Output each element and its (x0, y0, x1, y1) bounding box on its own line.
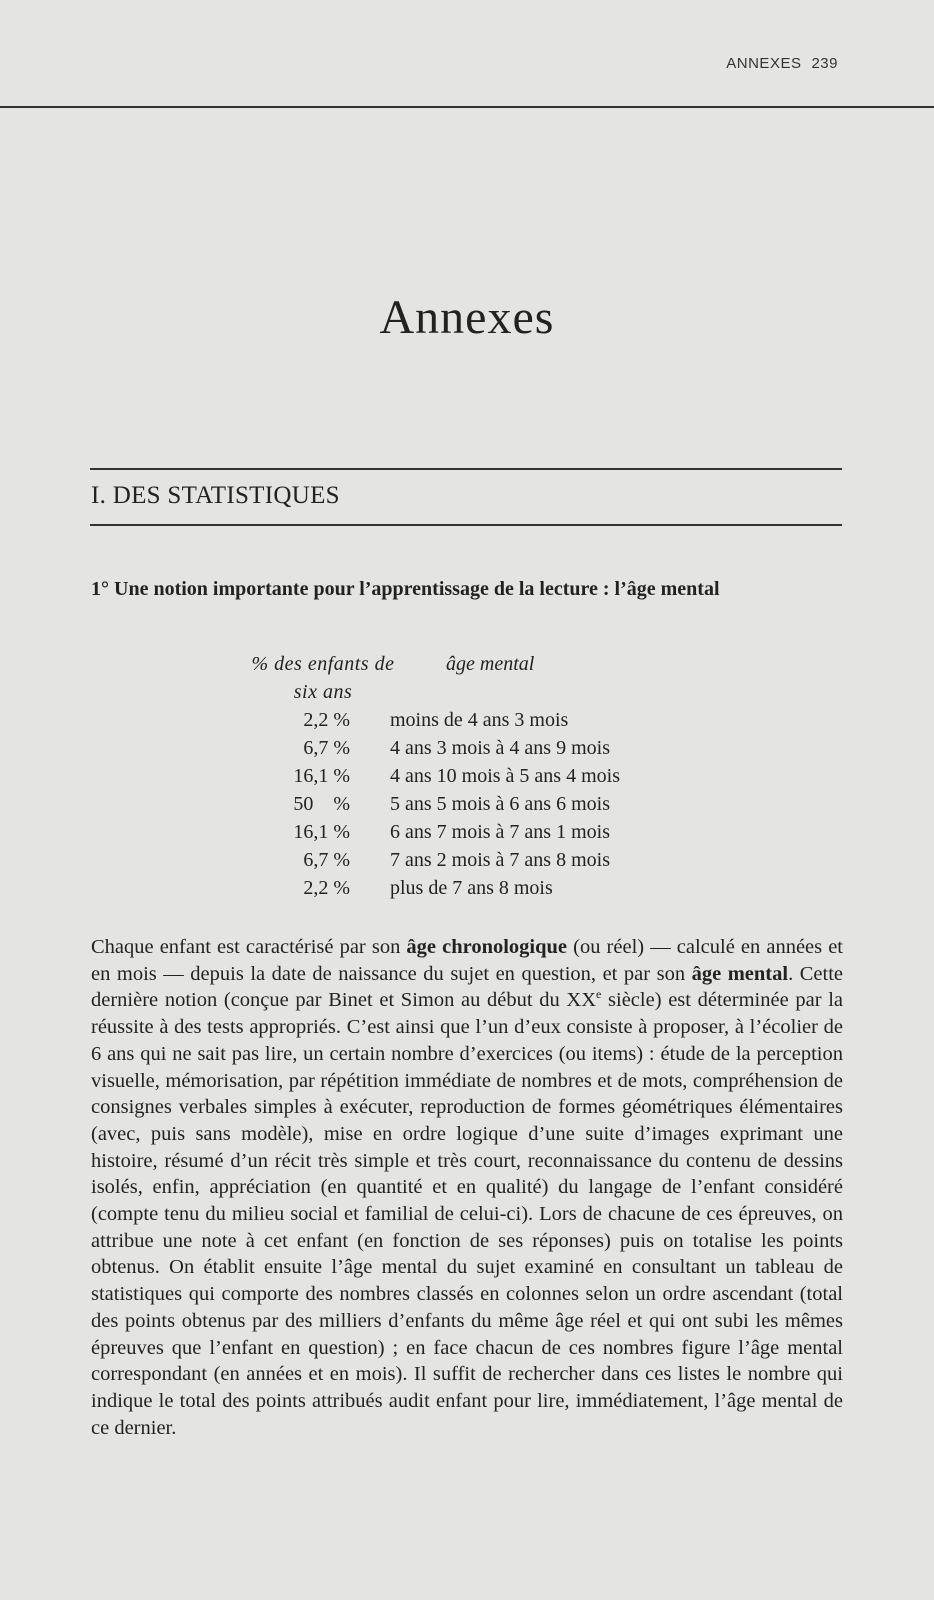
age-cell: 6 ans 7 mois à 7 ans 1 mois (390, 821, 610, 843)
table-row (210, 734, 710, 762)
percent-column-header: % des enfants de six ans (251, 653, 395, 703)
percent-cell: 6,7 % (303, 737, 350, 759)
text-run: siècle) est déterminée par la réussite à des tests appropriés. C’est ainsi que l’un d’eux consiste à proposer, à l’écolier de 6 ans qui ne sait pas lire, un certain nombre d’exercices (ou items) : étude de la perception visuelle, mémorisation, par répétition immédiate de nombres et de mots, compréhension de consignes verbales simples à exécuter, reproduction de formes géométriques élémentaires (avec, puis sans modèle), mise en ordre logique d’une suite d’images exprimant une histoire, résumé d’un récit très simple et très court, reconnaissance du contenu de dessins isolés, enfin, appréciation (en quantité et en qualité) du langage de l’enfant considéré (compte tenu du milieu social et familial de celui-ci). Lors de chacune de ces épreuves, on attribue une note à cet enfant (en fonction de ses réponses) puis on totalise les points obtenus. On établit ensuite l’âge mental du sujet examiné en consultant un tableau de statistiques qui comporte des nombres classés en colonnes selon un ordre ascendant (total des points obtenus par des milliers d’enfants du même âge réel et qui ont subi les mêmes épreuves que l’enfant en question) ; en face chacun de ces nombres figure l’âge mental correspondant (en années et en mois). Il suffit de rechercher dans ces listes le nombre qui indique le total des points attribués audit enfant pour lire, immédiatement, l’âge mental de ce dernier. (91, 989, 843, 1439)
header-rule (0, 106, 934, 108)
text-run: (ou réel) — calculé en années et en mois — depuis la date de naissance du sujet en question, et par son (91, 936, 843, 985)
section-rule-bottom (90, 524, 842, 526)
percent-cell: 50 % (293, 793, 350, 815)
century-superscript: e (596, 987, 602, 1002)
table-row (210, 706, 710, 734)
table-header-row (210, 650, 710, 706)
table-row (210, 762, 710, 790)
century-numeral: XX (566, 989, 597, 1012)
text-run: . Cette dernière notion (conçue par Binet et Simon au début du (91, 962, 844, 1012)
age-cell: 4 ans 3 mois à 4 ans 9 mois (390, 737, 610, 759)
percent-cell: 16,1 % (293, 821, 350, 843)
bold-term-chronological-age: âge chronologique (406, 936, 568, 958)
table-row (210, 874, 710, 902)
age-cell: 5 ans 5 mois à 6 ans 6 mois (390, 793, 610, 815)
running-head (726, 55, 838, 72)
page-title: Annexes (379, 291, 555, 344)
table-row (210, 818, 710, 846)
age-cell: plus de 7 ans 8 mois (390, 877, 553, 899)
body-paragraph (91, 934, 843, 1441)
table-row (210, 790, 710, 818)
running-title: ANNEXES (726, 55, 802, 72)
age-cell: moins de 4 ans 3 mois (390, 709, 569, 731)
table-row (210, 846, 710, 874)
text-run: Chaque enfant est caractérisé par son (91, 936, 407, 958)
age-cell: 7 ans 2 mois à 7 ans 8 mois (390, 849, 610, 871)
percent-cell: 2,2 % (303, 709, 350, 731)
page-number: 239 (811, 55, 838, 72)
mental-age-table (210, 650, 710, 902)
subsection-heading: 1° Une notion importante pour l’apprentissage de la lecture : l’âge mental (91, 578, 720, 600)
section-rule-top (90, 468, 842, 470)
section-heading: I. DES STATISTIQUES (91, 482, 340, 509)
age-column-header: âge mental (446, 653, 535, 675)
age-cell: 4 ans 10 mois à 5 ans 4 mois (390, 765, 620, 787)
bold-term-mental-age: âge mental (691, 962, 789, 985)
percent-cell: 16,1 % (293, 765, 350, 787)
percent-cell: 6,7 % (303, 849, 350, 871)
percent-cell: 2,2 % (303, 877, 350, 899)
paragraph (91, 934, 843, 1441)
